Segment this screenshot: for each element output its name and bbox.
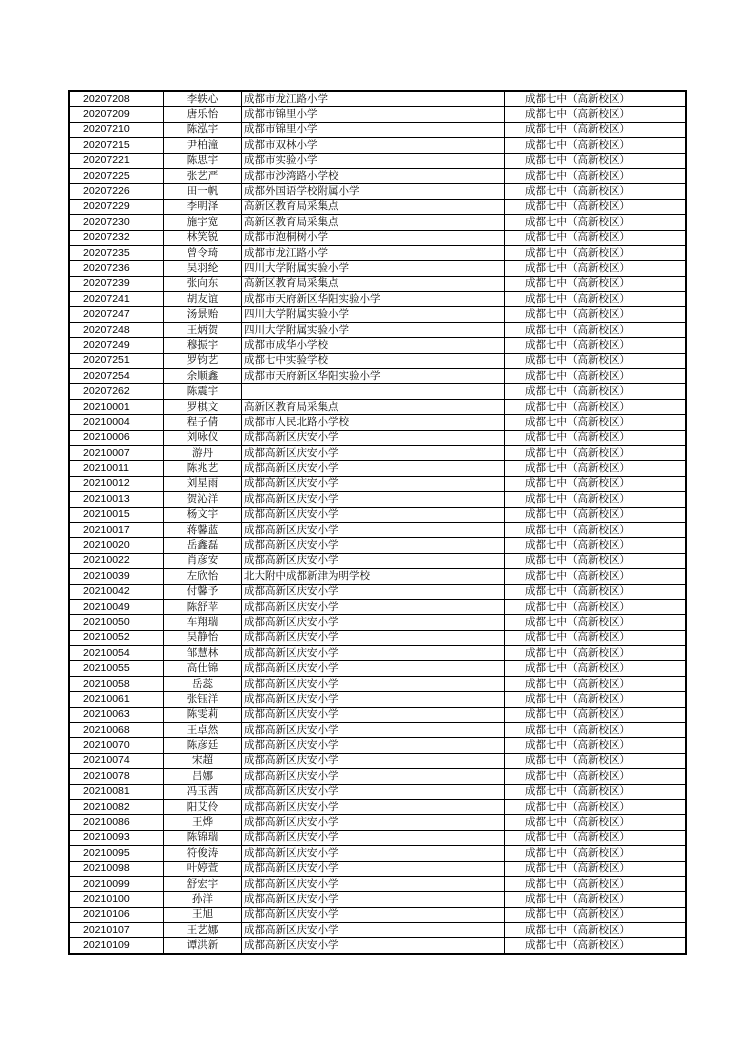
- school-cell: 成都市泡桐树小学: [242, 230, 505, 245]
- table-row: [69, 153, 686, 168]
- student-name-cell: 刘咏仪: [164, 430, 242, 445]
- table-row: [69, 830, 686, 845]
- table-row: [69, 599, 686, 614]
- student-id-cell: 20210068: [69, 723, 164, 738]
- table-row: [69, 584, 686, 599]
- admitted-school-cell: 成都七中（高新校区）: [505, 661, 687, 676]
- student-name-cell: 汤景贻: [164, 307, 242, 322]
- table-row: [69, 215, 686, 230]
- student-id-cell: 20207235: [69, 245, 164, 260]
- student-id-cell: 20210098: [69, 861, 164, 876]
- admitted-school-cell: 成都七中（高新校区）: [505, 230, 687, 245]
- admitted-school-cell: 成都七中（高新校区）: [505, 707, 687, 722]
- student-id-cell: 20207226: [69, 184, 164, 199]
- admitted-school-cell: 成都七中（高新校区）: [505, 522, 687, 537]
- school-cell: 成都高新区庆安小学: [242, 599, 505, 614]
- school-cell: 成都高新区庆安小学: [242, 538, 505, 553]
- school-cell: 成都市成华小学校: [242, 338, 505, 353]
- school-cell: 高新区教育局采集点: [242, 199, 505, 214]
- school-cell: 成都市人民北路小学校: [242, 415, 505, 430]
- student-name-cell: 罗棋文: [164, 399, 242, 414]
- admitted-school-cell: 成都七中（高新校区）: [505, 630, 687, 645]
- student-id-cell: 20207247: [69, 307, 164, 322]
- admitted-school-cell: 成都七中（高新校区）: [505, 784, 687, 799]
- student-name-cell: 付馨予: [164, 584, 242, 599]
- table-row: [69, 199, 686, 214]
- table-row: [69, 661, 686, 676]
- student-id-cell: 20210082: [69, 799, 164, 814]
- student-name-cell: 冯玉茜: [164, 784, 242, 799]
- student-name-cell: 游丹: [164, 445, 242, 460]
- table-row: [69, 415, 686, 430]
- table-row: [69, 522, 686, 537]
- school-cell: 成都高新区庆安小学: [242, 938, 505, 954]
- admitted-school-cell: 成都七中（高新校区）: [505, 799, 687, 814]
- student-name-cell: 左欣怡: [164, 569, 242, 584]
- table-row: [69, 184, 686, 199]
- student-id-cell: 20210086: [69, 815, 164, 830]
- student-name-cell: 胡友谊: [164, 292, 242, 307]
- student-id-cell: 20207249: [69, 338, 164, 353]
- school-cell: 成都高新区庆安小学: [242, 507, 505, 522]
- student-name-cell: 吕娜: [164, 769, 242, 784]
- school-cell: 成都高新区庆安小学: [242, 692, 505, 707]
- student-name-cell: 李明泽: [164, 199, 242, 214]
- school-cell: 成都高新区庆安小学: [242, 769, 505, 784]
- table-row: [69, 461, 686, 476]
- student-name-cell: 施宇宽: [164, 215, 242, 230]
- table-row: [69, 753, 686, 768]
- student-id-cell: 20210054: [69, 646, 164, 661]
- student-name-cell: 肖彦安: [164, 553, 242, 568]
- table-row: [69, 938, 686, 954]
- student-id-cell: 20207210: [69, 122, 164, 137]
- student-name-cell: 王旭: [164, 907, 242, 922]
- table-row: [69, 769, 686, 784]
- school-cell: 高新区教育局采集点: [242, 399, 505, 414]
- admitted-school-cell: 成都七中（高新校区）: [505, 307, 687, 322]
- admitted-school-cell: 成都七中（高新校区）: [505, 815, 687, 830]
- student-id-cell: 20210078: [69, 769, 164, 784]
- student-id-cell: 20210081: [69, 784, 164, 799]
- school-cell: 成都高新区庆安小学: [242, 892, 505, 907]
- table-row: [69, 307, 686, 322]
- student-id-cell: 20207236: [69, 261, 164, 276]
- admitted-school-cell: 成都七中（高新校区）: [505, 907, 687, 922]
- student-name-cell: 吴静怡: [164, 630, 242, 645]
- admitted-school-cell: 成都七中（高新校区）: [505, 923, 687, 938]
- school-cell: 成都高新区庆安小学: [242, 661, 505, 676]
- admitted-school-cell: 成都七中（高新校区）: [505, 830, 687, 845]
- table-row: [69, 168, 686, 183]
- admitted-school-cell: 成都七中（高新校区）: [505, 769, 687, 784]
- school-cell: 成都高新区庆安小学: [242, 584, 505, 599]
- table-row: [69, 784, 686, 799]
- student-name-cell: 陈思宇: [164, 153, 242, 168]
- student-name-cell: 叶婷萱: [164, 861, 242, 876]
- school-cell: 成都高新区庆安小学: [242, 738, 505, 753]
- admitted-school-cell: 成都七中（高新校区）: [505, 199, 687, 214]
- admitted-school-cell: 成都七中（高新校区）: [505, 153, 687, 168]
- student-name-cell: 陈舒苹: [164, 599, 242, 614]
- student-id-cell: 20210007: [69, 445, 164, 460]
- school-cell: 成都外国语学校附属小学: [242, 184, 505, 199]
- student-id-cell: 20207232: [69, 230, 164, 245]
- admitted-school-cell: 成都七中（高新校区）: [505, 892, 687, 907]
- student-name-cell: 曾令琦: [164, 245, 242, 260]
- table-row: [69, 692, 686, 707]
- school-cell: 成都高新区庆安小学: [242, 830, 505, 845]
- table-row: [69, 815, 686, 830]
- student-id-cell: 20207221: [69, 153, 164, 168]
- student-name-cell: 岳蕊: [164, 676, 242, 691]
- admitted-school-cell: 成都七中（高新校区）: [505, 553, 687, 568]
- student-name-cell: 陈彦廷: [164, 738, 242, 753]
- student-id-cell: 20207262: [69, 384, 164, 399]
- school-cell: 成都高新区庆安小学: [242, 646, 505, 661]
- table-row: [69, 138, 686, 153]
- school-cell: 成都市双林小学: [242, 138, 505, 153]
- school-cell: [242, 384, 505, 399]
- school-cell: 成都市沙湾路小学校: [242, 168, 505, 183]
- student-name-cell: 吴羽纶: [164, 261, 242, 276]
- school-cell: 成都市实验小学: [242, 153, 505, 168]
- table-row: [69, 261, 686, 276]
- student-id-cell: 20207209: [69, 107, 164, 122]
- student-id-cell: 20207254: [69, 369, 164, 384]
- school-cell: 四川大学附属实验小学: [242, 261, 505, 276]
- student-id-cell: 20207208: [69, 91, 164, 107]
- school-cell: 成都高新区庆安小学: [242, 492, 505, 507]
- student-name-cell: 张向东: [164, 276, 242, 291]
- student-name-cell: 刘星雨: [164, 476, 242, 491]
- student-id-cell: 20210100: [69, 892, 164, 907]
- admitted-school-cell: 成都七中（高新校区）: [505, 646, 687, 661]
- school-cell: 成都市天府新区华阳实验小学: [242, 292, 505, 307]
- school-cell: 成都高新区庆安小学: [242, 753, 505, 768]
- admitted-school-cell: 成都七中（高新校区）: [505, 692, 687, 707]
- school-cell: 成都市锦里小学: [242, 107, 505, 122]
- student-id-cell: 20210039: [69, 569, 164, 584]
- admitted-school-cell: 成都七中（高新校区）: [505, 723, 687, 738]
- school-cell: 成都七中实验学校: [242, 353, 505, 368]
- school-cell: 成都高新区庆安小学: [242, 476, 505, 491]
- school-cell: 北大附中成都新津为明学校: [242, 569, 505, 584]
- admitted-school-cell: 成都七中（高新校区）: [505, 122, 687, 137]
- student-id-cell: 20210106: [69, 907, 164, 922]
- school-cell: 成都高新区庆安小学: [242, 430, 505, 445]
- school-cell: 四川大学附属实验小学: [242, 322, 505, 337]
- student-name-cell: 余顺鑫: [164, 369, 242, 384]
- student-name-cell: 王烨: [164, 815, 242, 830]
- school-cell: 成都市天府新区华阳实验小学: [242, 369, 505, 384]
- student-name-cell: 李轶心: [164, 91, 242, 107]
- admitted-school-cell: 成都七中（高新校区）: [505, 676, 687, 691]
- table-row: [69, 615, 686, 630]
- student-id-cell: 20210093: [69, 830, 164, 845]
- school-cell: 成都高新区庆安小学: [242, 630, 505, 645]
- student-id-cell: 20207251: [69, 353, 164, 368]
- table-row: [69, 369, 686, 384]
- school-cell: 成都高新区庆安小学: [242, 846, 505, 861]
- student-id-cell: 20207230: [69, 215, 164, 230]
- table-row: [69, 738, 686, 753]
- student-id-cell: 20207248: [69, 322, 164, 337]
- student-id-cell: 20207241: [69, 292, 164, 307]
- school-cell: 高新区教育局采集点: [242, 276, 505, 291]
- admitted-school-cell: 成都七中（高新校区）: [505, 168, 687, 183]
- school-cell: 高新区教育局采集点: [242, 215, 505, 230]
- admitted-school-cell: 成都七中（高新校区）: [505, 215, 687, 230]
- table-row: [69, 245, 686, 260]
- admitted-school-cell: 成都七中（高新校区）: [505, 476, 687, 491]
- admitted-school-cell: 成都七中（高新校区）: [505, 399, 687, 414]
- table-row: [69, 399, 686, 414]
- table-row: [69, 676, 686, 691]
- school-cell: 成都高新区庆安小学: [242, 522, 505, 537]
- student-name-cell: 贺沁洋: [164, 492, 242, 507]
- student-name-cell: 王炳贺: [164, 322, 242, 337]
- admitted-school-cell: 成都七中（高新校区）: [505, 322, 687, 337]
- school-cell: 成都高新区庆安小学: [242, 707, 505, 722]
- admitted-school-cell: 成都七中（高新校区）: [505, 138, 687, 153]
- student-id-cell: 20210095: [69, 846, 164, 861]
- admitted-school-cell: 成都七中（高新校区）: [505, 415, 687, 430]
- student-name-cell: 陈锦瑞: [164, 830, 242, 845]
- admitted-school-cell: 成都七中（高新校区）: [505, 430, 687, 445]
- admitted-school-cell: 成都七中（高新校区）: [505, 876, 687, 891]
- admitted-school-cell: 成都七中（高新校区）: [505, 753, 687, 768]
- table-row: [69, 430, 686, 445]
- table-row: [69, 292, 686, 307]
- student-name-cell: 唐乐怡: [164, 107, 242, 122]
- student-name-cell: 田一帆: [164, 184, 242, 199]
- student-id-cell: 20210022: [69, 553, 164, 568]
- table-row: [69, 892, 686, 907]
- student-name-cell: 杨文宇: [164, 507, 242, 522]
- student-id-cell: 20210042: [69, 584, 164, 599]
- student-name-cell: 陈雯莉: [164, 707, 242, 722]
- student-id-cell: 20210017: [69, 522, 164, 537]
- student-id-cell: 20210052: [69, 630, 164, 645]
- student-name-cell: 符俊涛: [164, 846, 242, 861]
- admitted-school-cell: 成都七中（高新校区）: [505, 615, 687, 630]
- student-id-cell: 20207229: [69, 199, 164, 214]
- school-cell: 成都高新区庆安小学: [242, 784, 505, 799]
- school-cell: 成都高新区庆安小学: [242, 461, 505, 476]
- admitted-school-cell: 成都七中（高新校区）: [505, 276, 687, 291]
- student-name-cell: 王卓然: [164, 723, 242, 738]
- table-row: [69, 492, 686, 507]
- table-row: [69, 538, 686, 553]
- admitted-school-cell: 成都七中（高新校区）: [505, 492, 687, 507]
- admitted-school-cell: 成都七中（高新校区）: [505, 938, 687, 954]
- student-name-cell: 穆振宇: [164, 338, 242, 353]
- table-row: [69, 923, 686, 938]
- student-id-cell: 20207225: [69, 168, 164, 183]
- student-name-cell: 舒宏宇: [164, 876, 242, 891]
- admitted-school-cell: 成都七中（高新校区）: [505, 292, 687, 307]
- student-name-cell: 邹慧林: [164, 646, 242, 661]
- student-id-cell: 20210001: [69, 399, 164, 414]
- table-row: [69, 799, 686, 814]
- admitted-school-cell: 成都七中（高新校区）: [505, 445, 687, 460]
- school-cell: 成都市锦里小学: [242, 122, 505, 137]
- school-cell: 成都市龙江路小学: [242, 245, 505, 260]
- school-cell: 四川大学附属实验小学: [242, 307, 505, 322]
- table-row: [69, 322, 686, 337]
- table-row: [69, 507, 686, 522]
- student-name-cell: 王艺娜: [164, 923, 242, 938]
- table-row: [69, 630, 686, 645]
- table-row: [69, 384, 686, 399]
- school-cell: 成都高新区庆安小学: [242, 723, 505, 738]
- table-row: [69, 907, 686, 922]
- student-id-cell: 20210058: [69, 676, 164, 691]
- student-id-cell: 20210049: [69, 599, 164, 614]
- school-cell: 成都高新区庆安小学: [242, 907, 505, 922]
- student-id-cell: 20210063: [69, 707, 164, 722]
- table-row: [69, 91, 686, 107]
- student-name-cell: 程子倩: [164, 415, 242, 430]
- table-row: [69, 846, 686, 861]
- student-id-cell: 20210015: [69, 507, 164, 522]
- admitted-school-cell: 成都七中（高新校区）: [505, 584, 687, 599]
- admitted-school-cell: 成都七中（高新校区）: [505, 599, 687, 614]
- table-row: [69, 861, 686, 876]
- table-row: [69, 476, 686, 491]
- school-cell: 成都高新区庆安小学: [242, 876, 505, 891]
- table-row: [69, 445, 686, 460]
- student-name-cell: 岳鑫磊: [164, 538, 242, 553]
- student-name-cell: 陈兆艺: [164, 461, 242, 476]
- student-id-cell: 20210074: [69, 753, 164, 768]
- student-name-cell: 阳艾伶: [164, 799, 242, 814]
- admitted-school-cell: 成都七中（高新校区）: [505, 538, 687, 553]
- admitted-school-cell: 成都七中（高新校区）: [505, 369, 687, 384]
- admitted-school-cell: 成都七中（高新校区）: [505, 184, 687, 199]
- table-row: [69, 122, 686, 137]
- student-id-cell: 20210012: [69, 476, 164, 491]
- student-name-cell: 罗钧艺: [164, 353, 242, 368]
- student-id-cell: 20210011: [69, 461, 164, 476]
- student-name-cell: 高仕锦: [164, 661, 242, 676]
- admission-list-table: [68, 90, 687, 955]
- student-id-cell: 20210050: [69, 615, 164, 630]
- table-row: [69, 338, 686, 353]
- student-id-cell: 20210109: [69, 938, 164, 954]
- admitted-school-cell: 成都七中（高新校区）: [505, 261, 687, 276]
- table-row: [69, 723, 686, 738]
- admitted-school-cell: 成都七中（高新校区）: [505, 569, 687, 584]
- admitted-school-cell: 成都七中（高新校区）: [505, 384, 687, 399]
- admitted-school-cell: 成都七中（高新校区）: [505, 507, 687, 522]
- admitted-school-cell: 成都七中（高新校区）: [505, 846, 687, 861]
- school-cell: 成都高新区庆安小学: [242, 676, 505, 691]
- table-row: [69, 646, 686, 661]
- student-name-cell: 张钰洋: [164, 692, 242, 707]
- table-row: [69, 107, 686, 122]
- table-row: [69, 876, 686, 891]
- student-id-cell: 20207239: [69, 276, 164, 291]
- student-id-cell: 20210020: [69, 538, 164, 553]
- table-row: [69, 276, 686, 291]
- student-name-cell: 车翔瑞: [164, 615, 242, 630]
- admitted-school-cell: 成都七中（高新校区）: [505, 91, 687, 107]
- admitted-school-cell: 成都七中（高新校区）: [505, 245, 687, 260]
- student-id-cell: 20207215: [69, 138, 164, 153]
- student-name-cell: 孙洋: [164, 892, 242, 907]
- table-row: [69, 230, 686, 245]
- school-cell: 成都高新区庆安小学: [242, 799, 505, 814]
- student-id-cell: 20210070: [69, 738, 164, 753]
- school-cell: 成都高新区庆安小学: [242, 615, 505, 630]
- student-id-cell: 20210004: [69, 415, 164, 430]
- student-name-cell: 蒋馨蓝: [164, 522, 242, 537]
- admitted-school-cell: 成都七中（高新校区）: [505, 107, 687, 122]
- admitted-school-cell: 成都七中（高新校区）: [505, 461, 687, 476]
- school-cell: 成都高新区庆安小学: [242, 553, 505, 568]
- table-row: [69, 353, 686, 368]
- school-cell: 成都高新区庆安小学: [242, 445, 505, 460]
- school-cell: 成都市龙江路小学: [242, 91, 505, 107]
- student-name-cell: 陈震宇: [164, 384, 242, 399]
- school-cell: 成都高新区庆安小学: [242, 923, 505, 938]
- student-name-cell: 尹柏潼: [164, 138, 242, 153]
- student-id-cell: 20210099: [69, 876, 164, 891]
- admitted-school-cell: 成都七中（高新校区）: [505, 353, 687, 368]
- student-name-cell: 张艺严: [164, 168, 242, 183]
- school-cell: 成都高新区庆安小学: [242, 815, 505, 830]
- student-id-cell: 20210013: [69, 492, 164, 507]
- table-row: [69, 569, 686, 584]
- admitted-school-cell: 成都七中（高新校区）: [505, 338, 687, 353]
- table-row: [69, 707, 686, 722]
- student-id-cell: 20210061: [69, 692, 164, 707]
- student-name-cell: 林笑锐: [164, 230, 242, 245]
- table-row: [69, 553, 686, 568]
- student-id-cell: 20210006: [69, 430, 164, 445]
- student-id-cell: 20210107: [69, 923, 164, 938]
- admitted-school-cell: 成都七中（高新校区）: [505, 861, 687, 876]
- admitted-school-cell: 成都七中（高新校区）: [505, 738, 687, 753]
- admission-list-body: [69, 91, 686, 954]
- student-name-cell: 谭洪新: [164, 938, 242, 954]
- student-name-cell: 陈泓宇: [164, 122, 242, 137]
- school-cell: 成都高新区庆安小学: [242, 861, 505, 876]
- student-name-cell: 宋超: [164, 753, 242, 768]
- student-id-cell: 20210055: [69, 661, 164, 676]
